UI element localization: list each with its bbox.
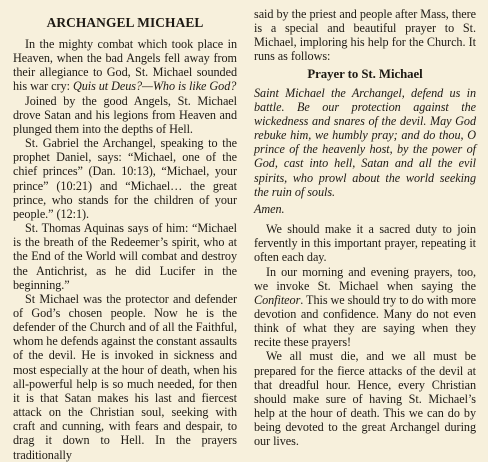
paragraph-protector: St Michael was the protector and defender of God’s chosen people. Now he is the defender of the Church and of all the Faithful, whom he defends against the constant assaults of the devil. He is invoked in sickness and most especially at the hour of death, when his all-powerful help is so much needed, for then it is that Satan makes his last and fiercest attack on the Christian soul, seeking with craft and cunning, with fears and despair, to drag it down to Hell. In the prayers traditionally	[13, 291, 237, 462]
paragraph-gabriel: St. Gabriel the Archangel, speaking to the prophet Daniel, says: “Michael, one of the chief princes” (Dan. 10:13), “Michael, your prince” (10:21) and “Michael… the great prince, who stands for the children of your people.” (12:1).	[13, 136, 237, 221]
paragraph-sacred-duty: We should make it a sacred duty to join fervently in this important prayer, repeating it often each day.	[254, 222, 476, 265]
paragraph-continuation: said by the priest and people after Mass, there is a special and beautiful prayer to St. Michael, imploring his help for the Church. It runs as follows:	[254, 7, 476, 64]
paragraph-combat-text: In the mighty combat which took place in Heaven, when the bad Angels fell away from their allegiance to God, St. Michael sounded his war cry:	[13, 37, 237, 94]
right-column	[254, 7, 476, 449]
prayer-amen: Amen.	[254, 201, 285, 216]
war-cry-text: Quis ut Deus?—Who is like God?	[72, 79, 237, 94]
paragraph-confiteor-text-a: In our morning and evening prayers, too, we invoke St. Michael when saying the	[254, 264, 476, 293]
confiteor-word: Confiteor	[254, 292, 301, 307]
paragraph-confiteor-text-b: . This we should try to do with more devotion and confidence. Many do not even think of what they are saying when they recite these prayers!	[254, 292, 476, 350]
paragraph-combat	[13, 37, 237, 94]
paragraph-confiteor	[254, 265, 476, 350]
left-column	[13, 7, 237, 462]
prayer-text: Saint Michael the Archangel, defend us in battle. Be our protection against the wickedness and snares of the devil. May God rebuke him, we humbly pray; and do thou, O prince of the heavenly host, by the power of God, cast into hell, Satan and all the evil spirits, who prowl about the world seeking the ruin of souls.	[254, 85, 476, 199]
paragraph-good-angels: Joined by the good Angels, St. Michael drove Satan and his legions from Heaven and plunged them into the depths of Hell.	[13, 93, 237, 136]
prayer-title: Prayer to St. Michael	[307, 66, 423, 81]
paragraph-death: We all must die, and we all must be prepared for the fierce attacks of the devil at that dreadful hour. Hence, every Christian should make sure of having St. Michael’s help at the hour of death. This we can do by being devoted to the great Archangel during our lives.	[254, 349, 476, 449]
page-title: ARCHANGEL MICHAEL	[46, 15, 204, 30]
paragraph-aquinas: St. Thomas Aquinas says of him: “Michael is the breath of the Redeemer’s spirit, who at the End of the World will combat and destroy the Antichrist, as he did Lucifer in the beginning.”	[13, 221, 237, 292]
